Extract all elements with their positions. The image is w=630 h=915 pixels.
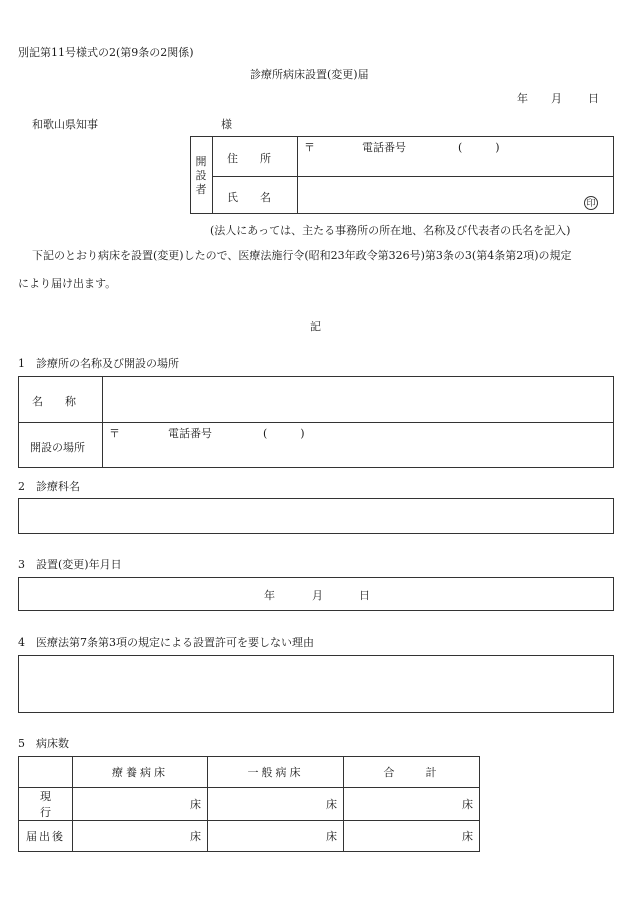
clinic-name-label: 名 称: [32, 395, 76, 408]
clinic-phone-label: 電話番号: [168, 427, 212, 440]
establish-day-label: 日: [359, 589, 370, 602]
addressee-name: 和歌山県知事: [32, 118, 98, 131]
founder-phone-label: 電話番号: [362, 141, 406, 154]
statement-line-1: 下記のとおり病床を設置(変更)したので、医療法施行令(昭和23年政令第326号)第3条の3(第4条第2項)の規定: [32, 249, 572, 262]
clinic-name-field[interactable]: [106, 380, 610, 418]
statement-line-2: により届け出ます。: [18, 277, 117, 290]
clinic-place-field[interactable]: [106, 440, 610, 464]
reason-field[interactable]: [18, 655, 614, 713]
section1-heading: 1 診療所の名称及び開設の場所: [18, 357, 179, 370]
bed-count-table: [18, 756, 480, 852]
after-ryoyo-cell[interactable]: 床: [73, 821, 208, 852]
row-label-current: 現 行: [19, 788, 73, 821]
current-ippan-cell[interactable]: 床: [208, 788, 344, 821]
ki-marker: 記: [310, 320, 321, 333]
current-total-cell[interactable]: 床: [344, 788, 480, 821]
section5-heading: 5 病床数: [18, 737, 69, 750]
table-row: [19, 788, 480, 821]
founder-phone-paren: ( ): [458, 141, 500, 154]
clinic-phone-paren: ( ): [263, 427, 305, 440]
date-month-label: 月: [551, 92, 562, 105]
founder-label: 開設者: [195, 155, 207, 196]
establish-year-label: 年: [264, 589, 275, 602]
page-title: 診療所病床設置(変更)届: [250, 68, 369, 81]
section2-heading: 2 診療科名: [18, 480, 80, 493]
column-header-ryoyo: 療養病床: [73, 757, 208, 788]
seal-icon: 印: [584, 196, 598, 210]
founder-address-field[interactable]: [300, 152, 610, 172]
addressee-honorific: 様: [221, 118, 232, 131]
clinic-postal-mark: 〒: [109, 427, 120, 440]
section4-heading: 4 医療法第7条第3項の規定による設置許可を要しない理由: [18, 636, 314, 649]
current-ryoyo-cell[interactable]: 床: [73, 788, 208, 821]
clinic-place-label: 開設の場所: [30, 441, 85, 454]
after-total-cell[interactable]: 床: [344, 821, 480, 852]
founder-name-label: 氏 名: [227, 191, 271, 204]
column-header-total: 合 計: [344, 757, 480, 788]
establish-month-label: 月: [312, 589, 323, 602]
column-header-ippan: 一般病床: [208, 757, 344, 788]
table-corner-cell: [19, 757, 73, 788]
section3-heading: 3 設置(変更)年月日: [18, 558, 122, 571]
founder-postal-mark: 〒: [304, 141, 315, 154]
founder-name-field[interactable]: [300, 180, 575, 210]
table-header-row: [19, 757, 480, 788]
form-number: 別記第11号様式の2(第9条の2関係): [18, 46, 194, 59]
date-year-label: 年: [517, 92, 528, 105]
founder-note: (法人にあっては、主たる事務所の所在地、名称及び代表者の氏名を記入): [210, 224, 571, 237]
founder-address-label: 住 所: [227, 152, 271, 165]
after-ippan-cell[interactable]: 床: [208, 821, 344, 852]
specialty-field[interactable]: [18, 498, 614, 534]
row-label-after: 届出後: [19, 821, 73, 852]
table-row: [19, 821, 480, 852]
date-day-label: 日: [588, 92, 599, 105]
